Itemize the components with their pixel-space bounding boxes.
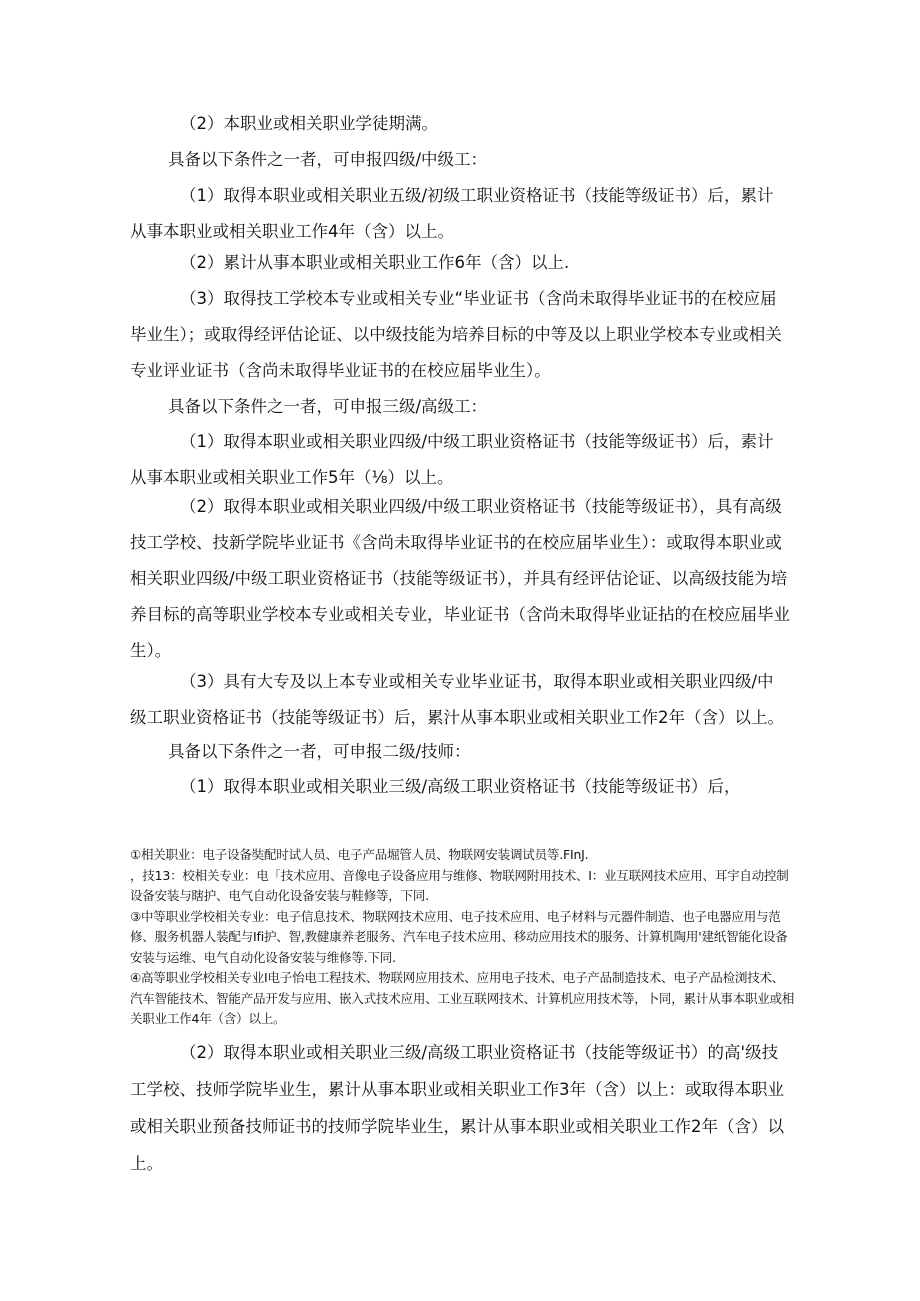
footnote: ③中等职业学校相关专业：电子信息技术、物联网技术应用、电子技术应用、电子材料与元器件制造、也子电器应用与范修、服务机器人装配与Ifi护、智,教健康养老服务、汽车电子技术应用、移动应用技术的服务、计算机陶用'建纸智能化设备安装与运维、电气自动化设备安装与维修等.下同.	[130, 908, 788, 965]
paragraph: （3）取得技工学校本专业或相关专业“毕业证书（含尚未取得毕业证书的在校应届毕业生）；或取得经评估论证、以中级技能为培养目标的中等及以上职业学校本专业或相关专业评业证书（含尚未取得毕业证书的在校应届毕业生）。	[130, 289, 782, 380]
footnotes	[130, 845, 795, 1030]
paragraph: （1）取得本职业或相关职业三级/高级工职业资格证书（技能等级证书）后，	[180, 777, 741, 796]
paragraph: （2）取得本职业或相关职业三级/高级工职业资格证书（技能等级证书）的高'级技工学校、技师学院毕业生，累计从事本职业或相关职业工作3年（含）以上：或取得本职业或相关职业预备技师证书的技师学院毕业生，累计从事本职业或相关职业工作2年（含）以上。	[130, 1043, 784, 1173]
footnote: ，技13：校相关专业：电「技术应用、音像电子设备应用与维修、物联网附用技术、I：业互联网技术应用、耳宇自动控制设备安装与瞎护、电气自动化设备安装与鞋修等，下同.	[130, 867, 789, 903]
footnote: ④高等职业学校相关专业I电子怡电工程技术、物联网应用技术、应用电子技术、电子产品制造技术、电子产品检浏技术、汽车智能技术、智能产品开发与应用、嵌入式技术应用、工业互联网技术、计算机应用技术等，卜同，累计从事本职业或相关职业工作4年（含）以上。	[130, 970, 795, 1026]
condition-heading: 具备以下条件之一者，可申报三级/高级工：	[168, 397, 488, 416]
paragraph: （1）取得本职业或相关职业五级/初级工职业资格证书（技能等级证书）后，累计从事本职业或相关职业工作4年（含）以上。	[130, 186, 774, 241]
paragraph: （2）累计从事本职业或相关职业工作6年（含）以上.	[180, 253, 570, 272]
condition-heading: 具备以下条件之一者，可申报二级/技师：	[168, 742, 471, 761]
footnote: ①相关职业：电子设备奘配时试人员、电子产品堀管人员、物联网安装调试员等.FInJ.	[130, 847, 589, 862]
condition-heading: 具备以下条件之一者，可申报四级/中级工：	[168, 150, 488, 169]
paragraph: （2）取得本职业或相关职业四级/中级工职业资格证书（技能等级证书），具有高级技工学校、技新学院毕业证书《含尚未取得毕业证书的在校应届毕业生）：或取得本职业或相关职业四级/中级工职业资格证书（技能等级证书），并具有经评估论证、以高级技能为培养目标的高等职业学校本专业或相关专业，毕业证书（含尚未取得毕业证拈的在校应届毕业生）。	[130, 497, 790, 660]
paragraph: （2）本职业或相关职业学徒期满。	[180, 114, 438, 133]
paragraph: （1）取得本职业或相关职业四级/中级工职业资格证书（技能等级证书）后，素计从事本职业或相关职业工作5年（⅛）以上。	[130, 432, 774, 487]
paragraph: （3）具有大专及以上本专业或相关专业毕业证书，取得本职业或相关职业四级/中级工职业资格证书（技能等级证书）后，累汁从事本职业或相关职业工作2年（含）以上。	[130, 672, 784, 727]
